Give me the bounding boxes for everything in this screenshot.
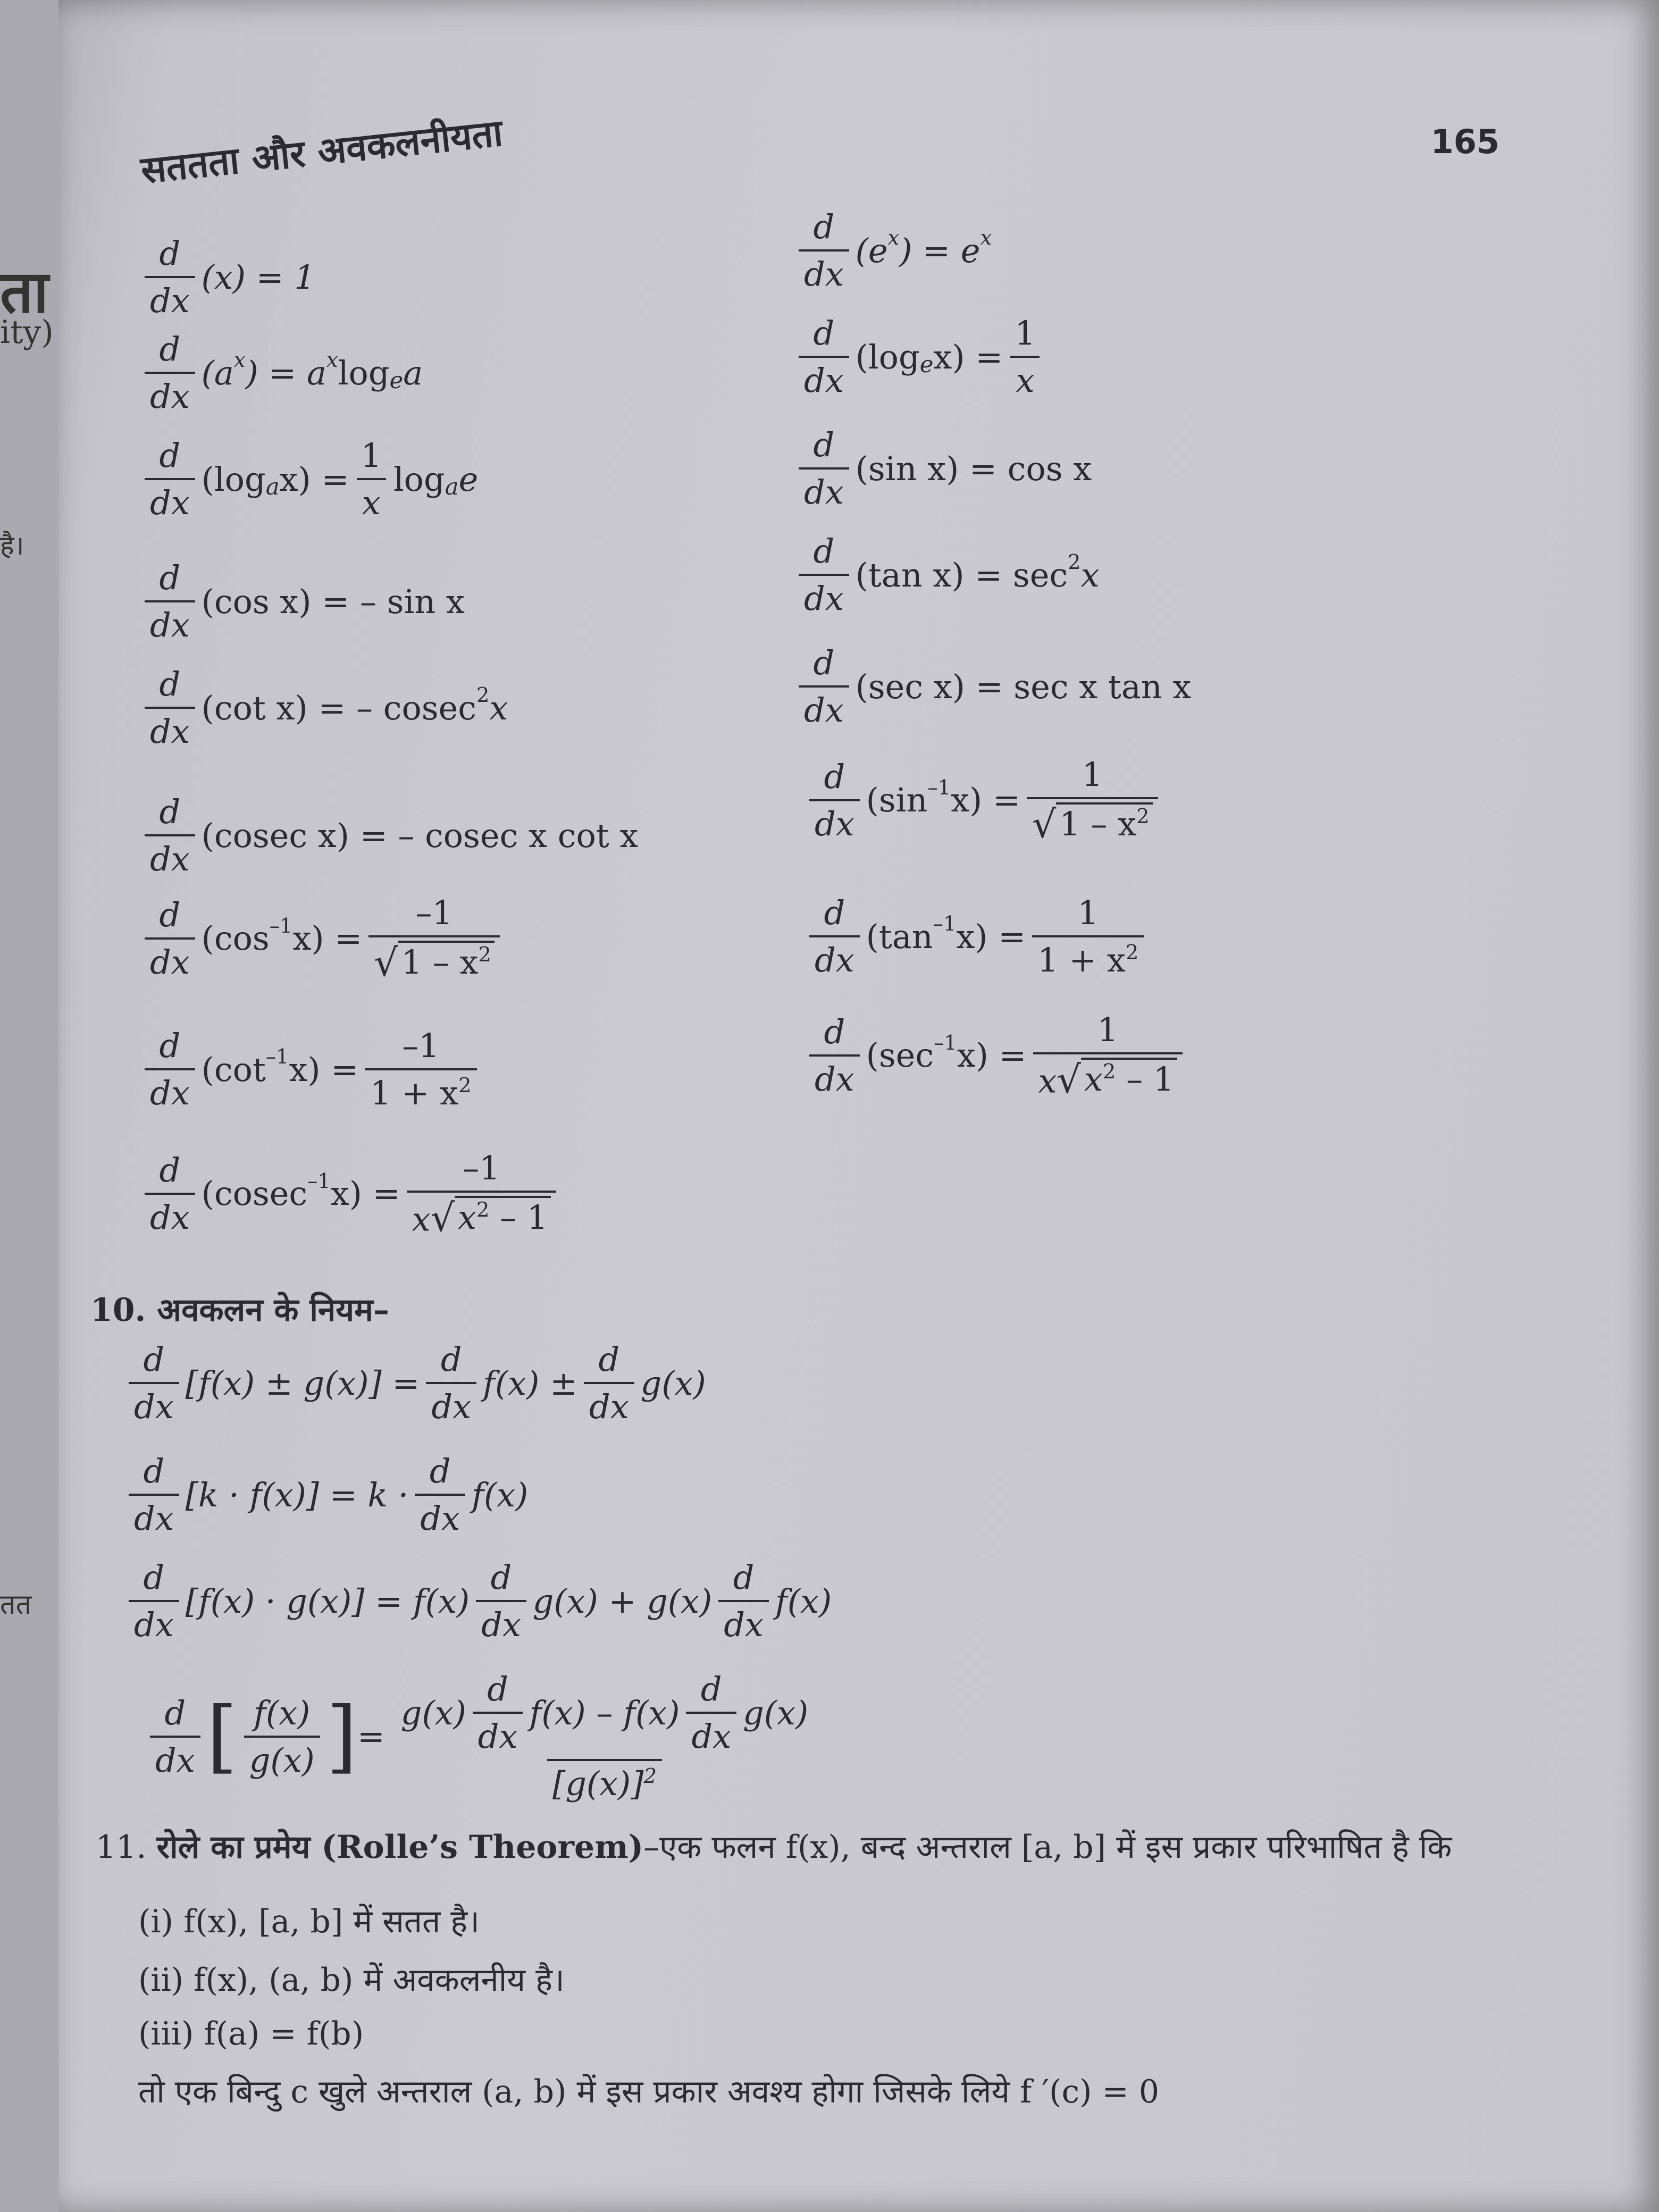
- formula-dx-tan: d dx (tan x) = sec 2 x: [792, 532, 1100, 618]
- formula-dx-arccosec: d dx (cosec –1 x) = –1 x √ $x^2 - 1$: [138, 1149, 563, 1239]
- formula-dx-arccos: d dx (cos –1 x) = –1 √ $1 - x^2$: [138, 893, 506, 984]
- condition-1: (i) f(x), [a, b] में सतत है।: [138, 1903, 480, 1940]
- page-number: 165: [1430, 122, 1499, 161]
- formula-dx-a-pow-x: d dx (a x ) = a x log e a: [138, 330, 423, 416]
- rule-constant: d dx [k · f(x)] = k · d dx f(x): [122, 1452, 528, 1538]
- edge-fragment-4: तत: [0, 1589, 32, 1621]
- formula-dx-arcsec: d dx (sec –1 x) = 1 x √ $x^2 - 1$: [803, 1010, 1189, 1101]
- condition-3: (iii) f(a) = f(b): [138, 2015, 364, 2052]
- formula-dx-cos: d dx (cos x) = – sin x: [138, 558, 465, 644]
- book-page: [58, 0, 1659, 2212]
- formula-dx-sin: d dx (sin x) = cos x: [792, 425, 1092, 512]
- rule-quotient: d dx [ f(x) g(x) ] = g(x) d dx f(x) – f(x) d dx g(x) $[g(x)]^2$: [144, 1670, 820, 1803]
- formula-dx-ln: d dx (log e x) = $\frac{1}{x}$: [792, 314, 1048, 400]
- rule-product: d dx [f(x) · g(x)] = f(x) d dx g(x) + g(x) d dx f(x): [122, 1558, 832, 1644]
- rule-sum: d dx [f(x) ± g(x)] = $\frac{d}{dx}$ f(x) ± $\frac{d}{dx}$ g(x): [122, 1340, 706, 1426]
- formula-dx-cosec: d dx (cosec x) = – cosec x cot x: [138, 792, 638, 878]
- edge-fragment-2: ity): [0, 314, 54, 351]
- formula-dx-log-a: d dx (log a x) = $\frac{1}{x}$ log a e: [138, 436, 478, 522]
- formula-dx-sec: d dx (sec x) = sec x tan x: [792, 643, 1191, 730]
- formula-dx-exp: d dx (e x ) = e x: [792, 207, 992, 294]
- condition-2: (ii) f(x), (a, b) में अवकलनीय है।: [138, 1962, 565, 1999]
- edge-fragment-3: है।: [0, 530, 24, 561]
- formula-dx-x: d dx (x) = 1: [138, 234, 315, 320]
- section-10-heading: 10. अवकलन के नियम–: [90, 1292, 389, 1329]
- formula-dx-arctan: d dx (tan –1 x) = $\frac{1}{1 + x^2}$: [803, 893, 1150, 979]
- running-header: सततता और अवकलनीयता: [138, 110, 505, 192]
- section-11-heading: [96, 1824, 1452, 1867]
- formula-dx-arcsin: d dx (sin –1 x) = 1 √ $1 - x^2$: [803, 755, 1164, 845]
- section-11-intro: –एक फलन f(x), बन्द अन्तराल [a, b] में इस प्रकार परिभाषित है कि: [643, 1829, 1452, 1866]
- formula-dx-cot: d dx (cot x) = – cosec 2 x: [138, 665, 508, 751]
- conclusion: तो एक बिन्दु c खुले अन्तराल (a, b) में इस प्रकार अवश्य होगा जिसके लिये f ′(c) = 0: [138, 2073, 1160, 2110]
- section-11-title: रोले का प्रमेय (Rolle’s Theorem): [156, 1829, 644, 1866]
- formula-dx-arccot: d dx (cot –1 x) = $\frac{-1}{1 + x^2}$: [138, 1026, 483, 1112]
- book-binding-edge: [0, 0, 61, 2212]
- edge-fragment-1: ता: [0, 257, 49, 326]
- section-11-number: 11.: [96, 1829, 147, 1866]
